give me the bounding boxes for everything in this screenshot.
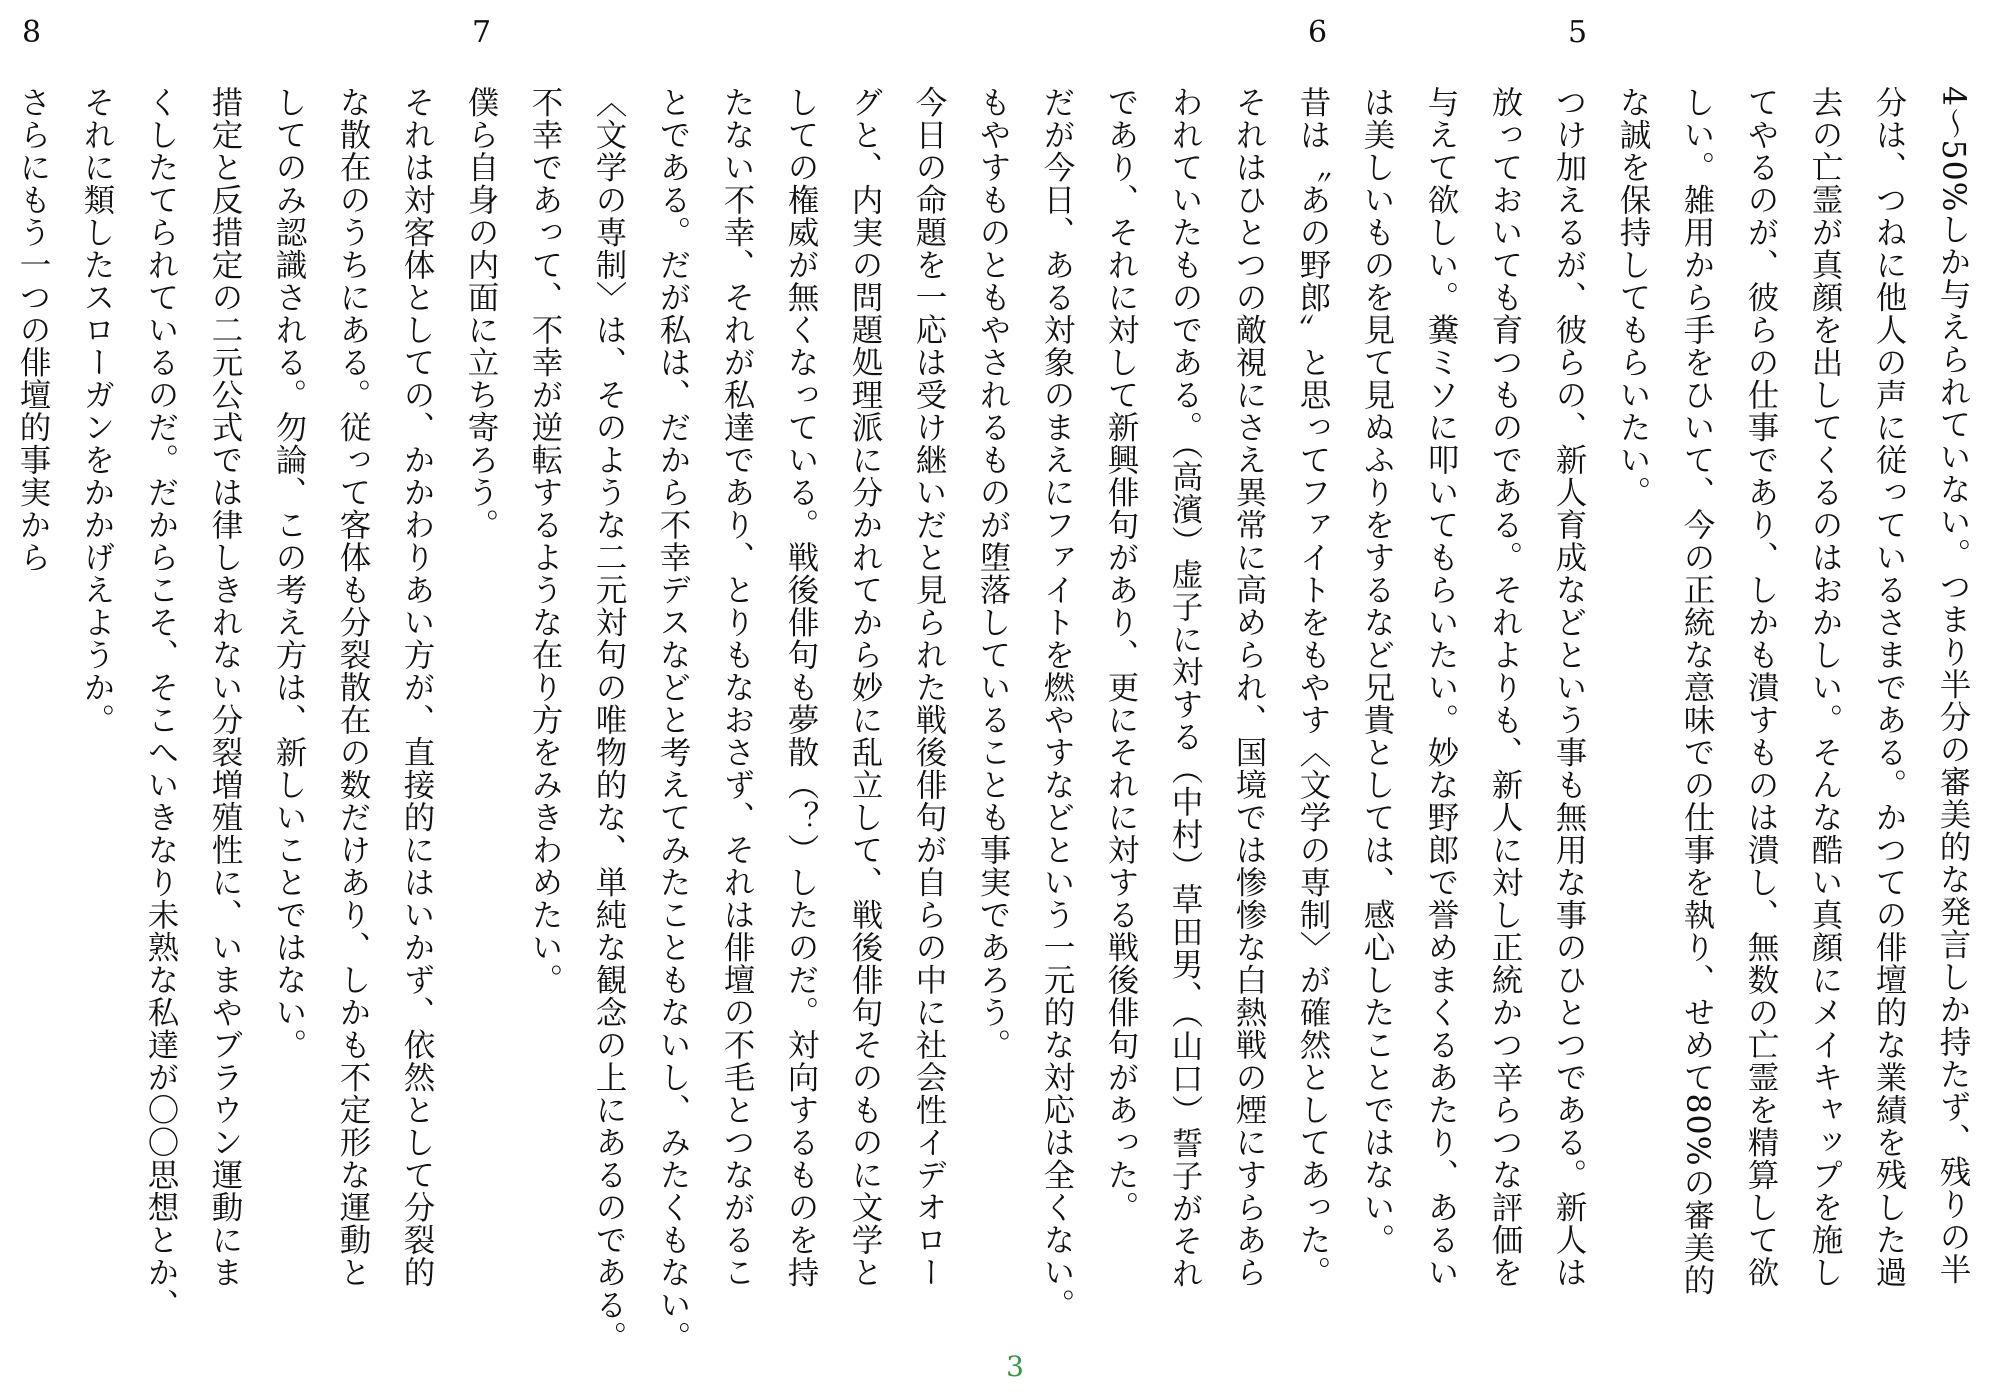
text-column-6: な誠を保持してもらいたい。 xyxy=(1615,86,1651,509)
text-column-9: 与えて欲しい。糞ミソに叩いてもらいたい。妙な野郎で誉めまくるあたり、あるい xyxy=(1423,86,1459,1289)
text-column-25: それは対客体としての、かかわりあい方が、直接的にはいかず、依然として分裂的 xyxy=(399,86,435,1289)
section-marker-7: 7 xyxy=(472,15,492,50)
text-column-2: 分は、つねに他人の声に従っているさまである。かつての俳壇的な業績を残した過 xyxy=(1871,86,1907,1289)
text-column-14: であり、それに対して新興俳句があり、更にそれに対する戦後俳句があった。 xyxy=(1103,86,1139,1224)
text-column-23: 不幸であって、不幸が逆転するような在り方をみきわめたい。 xyxy=(527,86,563,996)
text-column-24: 僕ら自身の内面に立ち寄ろう。 xyxy=(463,86,499,541)
text-column-11: 昔は〝あの野郎〟と思ってファイトをもやす〈文学の専制〉が確然としてあった。 xyxy=(1295,86,1331,1289)
text-column-19: しての権威が無くなっている。戦後俳句も夢散（？）したのだ。対向するものを持 xyxy=(783,86,819,1289)
text-column-26: な散在のうちにある。従って客体も分裂散在の数だけあり、しかも不定形な運動と xyxy=(335,86,371,1289)
text-column-3: 去の亡霊が真顔を出してくるのはおかしい。そんな酷い真顔にメイキャップを施し xyxy=(1807,86,1843,1289)
page-number: 3 xyxy=(1006,1350,1024,1383)
section-marker-8: 8 xyxy=(22,15,42,50)
text-column-21: とである。だが私は、だから不幸デスなどと考えてみたこともないし、みたくもない。 xyxy=(655,86,691,1354)
text-column-17: 今日の命題を一応は受け継いだと見られた戦後俳句が自らの中に社会性イデオロー xyxy=(911,86,947,1289)
text-column-7: つけ加えるが、彼らの、新人育成などという事も無用な事のひとつである。新人は xyxy=(1551,86,1587,1289)
text-column-15: だが今日、ある対象のまえにファイトを燃やすなどという一元的な対応は全くない。 xyxy=(1039,86,1075,1321)
text-column-10: は美しいものを見て見ぬふりをするなど兄貴としては、感心したことではない。 xyxy=(1359,86,1395,1256)
text-column-28: 措定と反措定の二元公式では律しきれない分裂増殖性に、いまやブラウン運動にま xyxy=(207,86,243,1289)
section-marker-5: 5 xyxy=(1568,15,1588,50)
text-column-30: それに類したスローガンをかかげえようか。 xyxy=(79,86,115,736)
text-column-1: 4～50%しか与えられていない。つまり半分の審美的な発言しか持たず、残りの半 xyxy=(1935,86,1971,1286)
text-column-13: われていたものである。（高濱）虚子に対する（中村）草田男、（山口）誓子がそれ xyxy=(1167,86,1203,1290)
text-column-31: さらにもう一つの俳壇的事実から xyxy=(15,86,51,574)
text-column-4: てやるのが、彼らの仕事であり、しかも潰すものは潰し、無数の亡霊を精算して欲 xyxy=(1743,86,1779,1289)
text-column-22: 〈文学の専制〉は、そのような二元対句の唯物的な、単純な観念の上にあるのである。 xyxy=(591,86,627,1354)
vertical-text-body xyxy=(0,86,2000,1354)
text-column-27: してのみ認識される。勿論、この考え方は、新しいことではない。 xyxy=(271,86,307,1061)
text-column-29: くしたてられているのだ。だからこそ、そこへいきなり未熟な私達が〇〇思想とか、 xyxy=(143,86,179,1321)
text-column-18: グと、内実の問題処理派に分かれてから妙に乱立して、戦後俳句そのものに文学と xyxy=(847,86,883,1289)
text-column-8: 放っておいても育つものである。それよりも、新人に対し正統かつ辛らつな評価を xyxy=(1487,86,1523,1289)
text-column-16: もやすものともやされるものが堕落していることも事実であろう。 xyxy=(975,86,1011,1061)
section-marker-6: 6 xyxy=(1308,15,1328,50)
text-column-5: しい。雑用から手をひいて、今の正統な意味での仕事を執り、せめて80%の審美的 xyxy=(1679,86,1715,1297)
text-column-20: たない不幸、それが私達であり、とりもなおさず、それは俳壇の不毛とつながるこ xyxy=(719,86,755,1289)
text-column-12: それはひとつの敵視にさえ異常に高められ、国境では惨惨な白熱戦の煙にすらあら xyxy=(1231,86,1267,1289)
